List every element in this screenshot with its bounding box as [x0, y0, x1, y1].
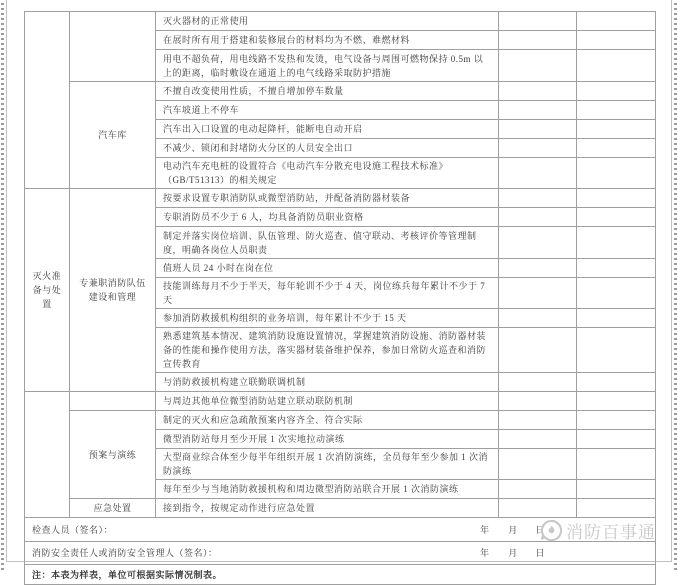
checklist-item: 与周边其他单位微型消防站建立联动联防机制 [156, 392, 499, 411]
checklist-item: 参加消防救援机构组织的业务培训，每年累计不少于 15 天 [156, 309, 499, 328]
subgroup-cell-top [70, 12, 156, 82]
remark-cell [577, 449, 656, 480]
remark-cell [577, 189, 656, 208]
remark-cell [577, 139, 656, 158]
check-cell [499, 139, 577, 158]
group-cell-lower [25, 392, 70, 518]
remark-cell [577, 480, 656, 499]
checklist-item: 不减少、锁闭和封堵防火分区的人员安全出口 [156, 139, 499, 158]
remark-cell [577, 50, 656, 82]
remark-cell [577, 392, 656, 411]
remark-cell [577, 120, 656, 139]
date-fields: 年 月 日 [480, 548, 546, 558]
check-cell [499, 449, 577, 480]
signature-row-manager [25, 542, 656, 565]
checklist-item: 专职消防员不少于 6 人，均具备消防员职业资格 [156, 208, 499, 227]
checklist-item: 微型消防站每月至少开展 1 次实地拉动演练 [156, 430, 499, 449]
remark-cell [577, 208, 656, 227]
checklist-item: 按要求设置专职消防队或微型消防站，并配备消防器材装备 [156, 189, 499, 208]
checklist-item: 灭火器材的正常使用 [156, 12, 499, 31]
remark-cell [577, 328, 656, 373]
checklist-item: 汽车出入口设置的电动起降杆，能断电自动开启 [156, 120, 499, 139]
remark-cell [577, 259, 656, 278]
checklist-item: 与消防救援机构建立联勤联调机制 [156, 373, 499, 392]
checklist-item: 制定的灭火和应急疏散预案内容齐全、符合实际 [156, 411, 499, 430]
check-cell [499, 278, 577, 309]
check-cell [499, 373, 577, 392]
checklist-item: 电动汽车充电桩的设置符合《电动汽车分散充电设施工程技术标准》（GB/T51313）的相关规定 [156, 158, 499, 189]
document-page [6, 0, 672, 580]
check-cell [499, 227, 577, 259]
remark-cell [577, 430, 656, 449]
checklist-item: 不擅自改变使用性质，不擅自增加停车数量 [156, 82, 499, 101]
check-cell [499, 208, 577, 227]
checklist-item: 用电不超负荷，用电线路不发热和发烫，电气设备与周围可燃物保持 0.5m 以上的距离，临时敷设在通道上的电气线路采取防护措施 [156, 50, 499, 82]
check-cell [499, 189, 577, 208]
subgroup-cell-brigade: 专兼职消防队伍建设和管理 [70, 189, 156, 392]
signature-row-inspector [25, 518, 656, 542]
check-cell [499, 430, 577, 449]
check-cell [499, 328, 577, 373]
subgroup-cell-emergency: 应急处置 [70, 499, 156, 518]
checklist-item: 制定并落实岗位培训、队伍管理、防火巡查、值守联动、考核评价等管理制度，明确各岗位人员职责 [156, 227, 499, 259]
checklist-item: 大型商业综合体至少每半年组织开展 1 次消防演练，全员每年至少参加 1 次消防演练 [156, 449, 499, 480]
check-cell [499, 158, 577, 189]
remark-cell [577, 373, 656, 392]
checklist-item: 接到指令，按规定动作进行应急处置 [156, 499, 499, 518]
check-cell [499, 12, 577, 31]
check-cell [499, 309, 577, 328]
remark-cell [577, 309, 656, 328]
check-cell [499, 392, 577, 411]
remark-cell [577, 227, 656, 259]
remark-cell [577, 31, 656, 50]
remark-cell [577, 82, 656, 101]
check-cell [499, 31, 577, 50]
check-cell [499, 499, 577, 518]
checklist-item: 每年至少与当地消防救援机构和周边微型消防站联合开展 1 次消防演练 [156, 480, 499, 499]
subgroup-cell-plan: 预案与演练 [70, 411, 156, 499]
remark-cell [577, 411, 656, 430]
brand-watermark-text: 消防百事通 [566, 523, 656, 542]
check-cell [499, 101, 577, 120]
checklist-item: 熟悉建筑基本情况、建筑消防设施设置情况，掌握建筑消防设施、消防器材装备的性能和操作使用方法，落实器材装备维护保养，参加日常防火巡查和消防宣传教育 [156, 328, 499, 373]
checklist-item: 汽车坡道上不停车 [156, 101, 499, 120]
check-cell [499, 259, 577, 278]
checklist-item: 值班人员 24 小时在岗在位 [156, 259, 499, 278]
checklist-item: 在展时所有用于搭建和装修展台的材料均为不燃、难燃材料 [156, 31, 499, 50]
check-cell [499, 50, 577, 82]
remark-cell [577, 101, 656, 120]
left-page-margin-dots [1, 0, 4, 570]
check-cell [499, 411, 577, 430]
remark-cell [577, 499, 656, 518]
group-cell-top [25, 12, 70, 189]
group-cell-extinguish: 灭火准备与处置 [25, 189, 70, 392]
check-cell [499, 120, 577, 139]
right-page-margin-dots [674, 0, 677, 570]
checklist-item: 技能训练每月不少于半天，每年轮训不少于 4 天，岗位练兵每年累计不少于 7 天 [156, 278, 499, 309]
table-note: 注：本表为样表，单位可根据实际情况制表。 [25, 565, 656, 585]
subgroup-cell-spacer [70, 392, 156, 411]
remark-cell [577, 278, 656, 309]
manager-sign-label: 消防安全责任人或消防安全管理人（签名）： [32, 548, 218, 558]
check-cell [499, 480, 577, 499]
subgroup-cell-garage: 汽车库 [70, 82, 156, 189]
remark-cell [577, 158, 656, 189]
date-fields: 年 月 日 [480, 524, 546, 535]
check-cell [499, 82, 577, 101]
inspection-table [24, 11, 656, 585]
remark-cell [577, 12, 656, 31]
inspector-sign-label: 检查人员（签名）： [32, 524, 114, 535]
